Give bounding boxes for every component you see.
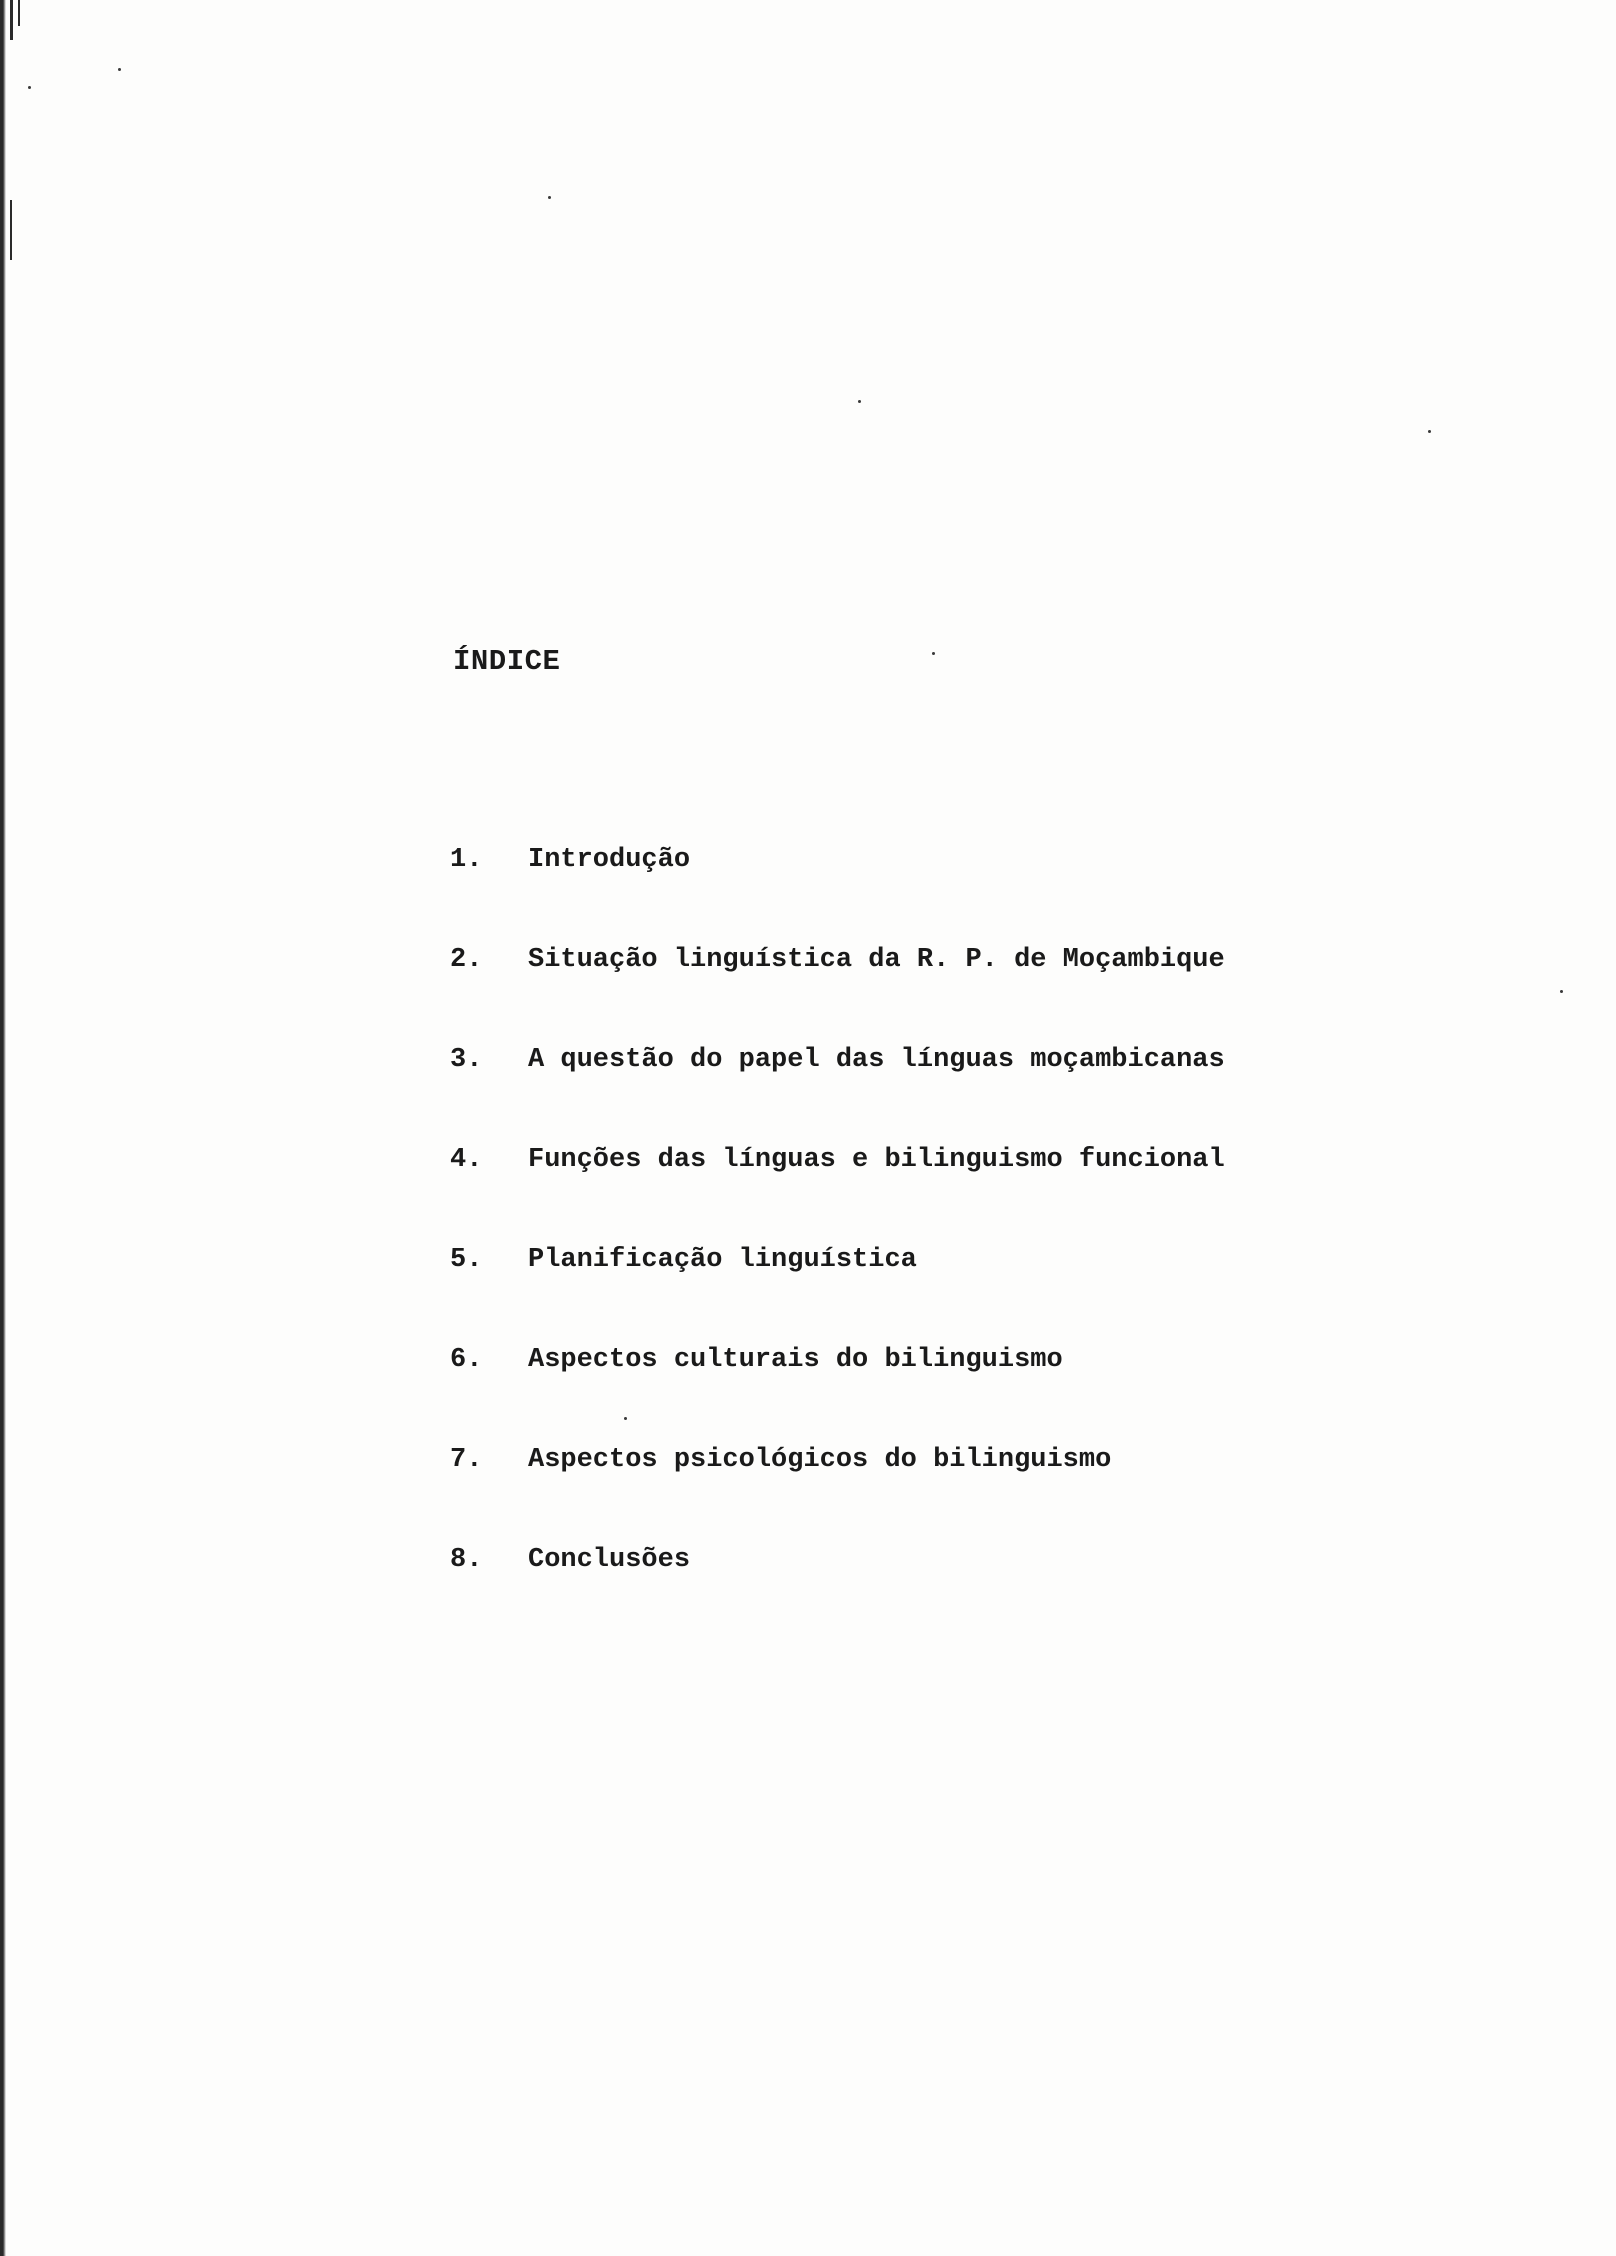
toc-label: Aspectos psicológicos do bilinguismo <box>528 1445 1112 1475</box>
scan-speck <box>1428 430 1431 433</box>
toc-number: 1. <box>450 845 483 875</box>
toc-number: 6. <box>450 1345 483 1375</box>
toc-label: Funções das línguas e bilinguismo funcional <box>528 1145 1225 1175</box>
toc-item <box>450 840 1225 940</box>
toc-label: Aspectos culturais do bilinguismo <box>528 1345 1063 1375</box>
toc-number: 3. <box>450 1045 483 1075</box>
toc-label: Planificação linguística <box>528 1245 917 1275</box>
toc-number: 8. <box>450 1545 483 1575</box>
scan-speck <box>932 652 935 655</box>
toc-label: Conclusões <box>528 1545 691 1575</box>
scan-speck <box>858 400 861 403</box>
toc-label: Situação linguística da R. P. de Moçambique <box>528 945 1225 975</box>
toc-item <box>450 1440 1225 1540</box>
scan-speck <box>548 196 551 199</box>
toc-item <box>450 940 1225 1040</box>
binding-mark <box>10 200 12 260</box>
scan-speck <box>28 86 31 89</box>
table-of-contents <box>450 840 1225 1640</box>
toc-item <box>450 1040 1225 1140</box>
binding-mark <box>10 0 13 40</box>
toc-item <box>450 1340 1225 1440</box>
binding-mark <box>18 0 20 26</box>
page-title: ÍNDICE <box>453 645 561 678</box>
toc-number: 4. <box>450 1145 483 1175</box>
toc-number: 7. <box>450 1445 483 1475</box>
toc-item <box>450 1140 1225 1240</box>
binding-edge <box>0 0 6 2256</box>
toc-label: A questão do papel das línguas moçambicanas <box>528 1045 1225 1075</box>
toc-label: Introdução <box>528 845 691 875</box>
scan-speck <box>1560 990 1563 993</box>
scan-speck <box>118 68 121 71</box>
toc-number: 2. <box>450 945 483 975</box>
toc-item <box>450 1240 1225 1340</box>
toc-item <box>450 1540 1225 1640</box>
toc-number: 5. <box>450 1245 483 1275</box>
